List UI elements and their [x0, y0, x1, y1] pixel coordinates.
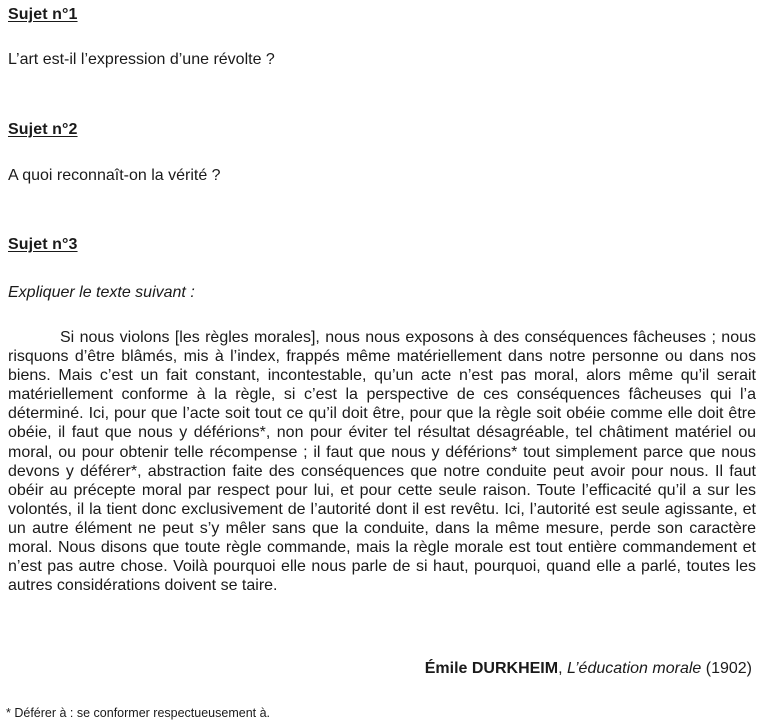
footnote: * Déférer à : se conformer respectueusement à.	[6, 706, 271, 720]
subject-1-heading: Sujet n°1	[8, 6, 78, 23]
work-year: (1902)	[705, 660, 752, 677]
subject-2-question: A quoi reconnaît-on la vérité ?	[8, 167, 221, 184]
passage-text: Si nous violons [les règles morales], nous nous exposons à des conséquences fâcheuses ; nous risquons d’être blâmés, mis à l’index, frappés même matériellement dans notre personne ou dans nos biens. Mais c’est un fait constant, incontestable, qu’un acte n’est pas moral, alors même qu’il serait matériellement conforme à la règle, si c’est la perspective de ces conséquences fâcheuses qui l’a déterminé. Ici, pour que l’acte soit tout ce qu’il doit être, pour que la règle soit obéie comme elle doit être obéie, il faut que nous y déférions*, non pour éviter tel résultat désagréable, tel châtiment matériel ou moral, ou pour obtenir telle récompense ; il faut que nous y déférions* tout simplement parce que nous devons y déférer*, abstraction faite des conséquences que notre conduite peut avoir pour nous. Il faut obéir au précepte moral par respect pour lui, et pour cette seule raison. Toute l’efficacité qu’il a sur les volontés, il la tient donc exclusivement de l’autorité dont il est revêtu. Ici, l’autorité est seule agissante, et un autre élément ne peut s’y mêler sans que la conduite, dans la même mesure, perde son caractère moral. Nous disons que toute règle commande, mais la règle morale est tout entière commandement et n’est pas autre chose. Voilà pourquoi elle nous parle de si haut, pourquoi, quand elle a parlé, toutes les autres considérations doivent se taire.	[8, 329, 756, 595]
subject-2-heading: Sujet n°2	[8, 121, 78, 138]
subject-1-question: L’art est-il l’expression d’une révolte ?	[8, 51, 275, 68]
author-name: Émile DURKHEIM	[424, 660, 559, 677]
subject-3-instruction: Expliquer le texte suivant :	[8, 284, 195, 301]
work-title: L’éducation morale	[566, 660, 702, 677]
subject-3-heading: Sujet n°3	[8, 236, 78, 253]
attribution-separator: ,	[558, 660, 563, 677]
attribution	[425, 660, 752, 678]
